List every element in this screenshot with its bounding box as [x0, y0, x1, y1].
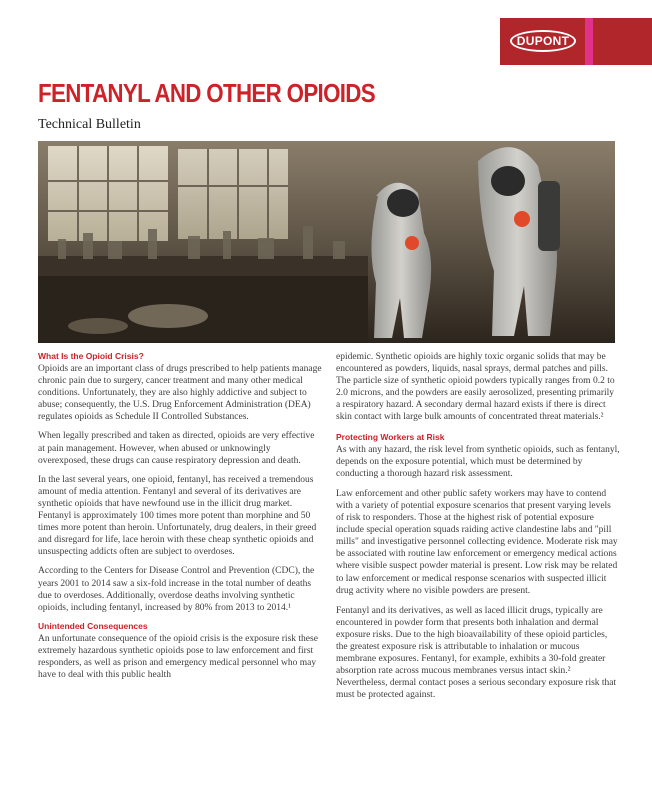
paragraph: Fentanyl and its derivatives, as well as laced illicit drugs, typically are encountered in powder form that presents both inhalation and dermal exposure risks. Due to the high bioavailability of these opioid particles, the greatest exposure risk is attributable to inhalation or mucous membrane exposures. Fentanyl, for example, exhibits a 30-fold greater absorption rate across mucous membranes versus intact skin.² Nevertheless, dermal contact poses a serious secondary exposure risk that must be protected against.	[336, 605, 617, 701]
paragraph: When legally prescribed and taken as directed, opioids are very effective at pain management. However, when abused or unknowingly overexposed, these drugs can cause respiratory depression and death.	[38, 431, 315, 466]
paragraph: Opioids are an important class of drugs prescribed to help patients manage chronic pain due to surgery, cancer treatment and many other medical conditions. Unfortunately, they are also highly addictive and subject to abuse; consequently, the U.S. Drug Enforcement Administration (DEA) regulates opioids as Schedule II Controlled Substances.	[38, 364, 322, 423]
dupont-logo: DUPONT	[510, 30, 576, 52]
heading-unintended-consequences: Unintended Consequences	[38, 620, 148, 631]
page-subtitle: Technical Bulletin	[38, 117, 141, 132]
paragraph: In the last several years, one opioid, fentanyl, has received a tremendous amount of media attention. Fentanyl and several of its derivatives are synthetic opioids that have newfound use in the illicit drug market. Fentanyl is approximately 100 times more potent than morphine and 50 times more potent than heroin. Unfortunately, drug dealers, in their greed and disregard for life, lace heroin with these cheap synthetic opioids and unsuspecting addicts often are subject to overdoses.	[38, 474, 317, 558]
paragraph: An unfortunate consequence of the opioid crisis is the exposure risk these extremely hazardous synthetic opioids pose to law enforcement and first responders, as well as prison and emergency medical personnel who may have to deal with this public health	[38, 633, 318, 681]
heading-protecting-workers: Protecting Workers at Risk	[336, 431, 445, 442]
paragraph: Law enforcement and other public safety workers may have to contend with a variety of potential exposure scenarios that present varying levels of risk to responders. Those at the highest risk of potential exposure include special operation squads raiding active clandestine labs and "pill mills" and investigative personnel collecting evidence. Moderate risk may be associated with routine law enforcement or emergency medical actions where visible suspect powder material is present. Low risk may be related to law enforcement or medical response scenarios with suspected illicit drug activity where no visible powders are present.	[336, 488, 618, 596]
hazmat-lab-photo	[38, 141, 615, 343]
right-column	[336, 351, 620, 709]
paragraph: epidemic. Synthetic opioids are highly toxic organic solids that may be encountered as powders, liquids, nasal sprays, dermal patches and pills. The particle size of synthetic opioid powders typically ranges from 0.2 to 2.0 microns, and the powders are easily aerosolized, presenting primarily a respiratory hazard. A secondary dermal hazard exists if there is direct skin contact with large bulk amounts of concentrated threat materials.²	[336, 352, 615, 423]
heading-opioid-crisis: What Is the Opioid Crisis?	[38, 351, 144, 361]
logo-accent-stripe	[585, 18, 593, 65]
dupont-logo-band	[500, 18, 652, 65]
paragraph: According to the Centers for Disease Control and Prevention (CDC), the years 2001 to 2014 saw a six-fold increase in the total number of deaths due to overdoses. Additionally, overdose deaths involving synthetic opioids, including fentanyl, increased by 80% from 2013 to 2014.¹	[38, 566, 315, 613]
left-column	[38, 351, 322, 688]
page-title: FENTANYL AND OTHER OPIOIDS	[38, 78, 375, 108]
paragraph: As with any hazard, the risk level from synthetic opioids, such as fentanyl, depends on the exposure potential, which must be determined by conducting a thorough hazard risk assessment.	[336, 444, 620, 479]
